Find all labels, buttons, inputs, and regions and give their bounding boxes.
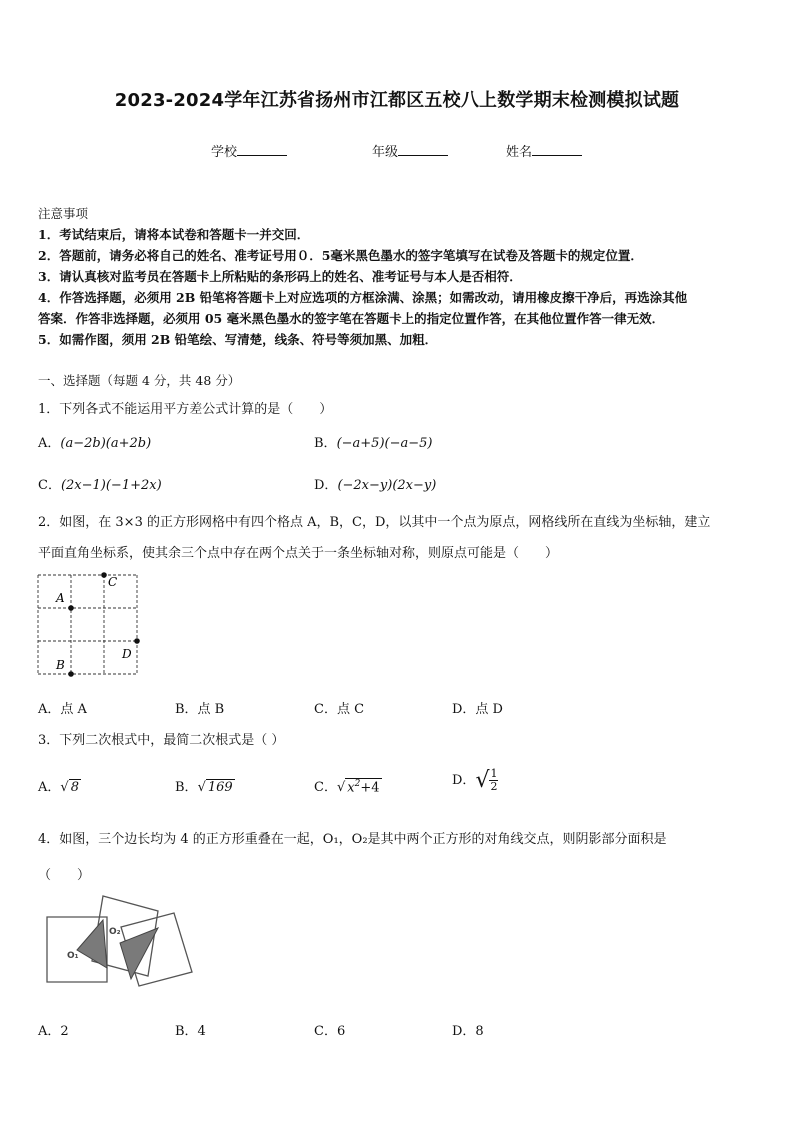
q3-c-rest: +4 (360, 780, 380, 795)
shaded-region-2 (120, 928, 158, 979)
point-d (134, 638, 140, 644)
section-heading: 一、选择题（每题 4 分，共 48 分） (38, 373, 241, 388)
notes-heading: 注意事项 (38, 206, 89, 221)
q3-option-d-label: D． (452, 773, 476, 788)
note-item: 2．答题前，请务必将自己的姓名、准考证号用０．5毫米黑色墨水的签字笔填写在试卷及答题卡的规定位置． (38, 248, 643, 263)
point-c (101, 572, 107, 578)
q3-option-c: C．√ $x^2+4$ (314, 778, 380, 795)
grade-label: 年级 (372, 145, 399, 160)
name-blank (532, 143, 582, 156)
q2-option-d: D．点 D (452, 702, 503, 717)
school-label: 学校 (211, 145, 238, 160)
q1-option-c-expr: (2x−1)(−1+2x) (60, 478, 162, 493)
q3-option-b: B．√ 169 (175, 780, 233, 795)
label-c: C (108, 575, 118, 589)
note-item: 答案．作答非选择题，必须用 05 毫米黑色墨水的签字笔在答题卡上的指定位置作答，在其他位置作答一律无效． (38, 311, 665, 326)
q1-option-b-label: B． (314, 436, 337, 451)
q1-option-b (314, 432, 432, 451)
q1-option-c (38, 474, 162, 493)
q3-option-d: D．√ $\frac{1}{2}$ (452, 767, 498, 793)
q4-option-a: A．2 (38, 1024, 69, 1039)
label-d: D (122, 647, 132, 661)
name-field (506, 141, 582, 160)
q4-option-c: C．6 (314, 1024, 346, 1039)
school-blank (237, 143, 287, 156)
q1-option-a-expr: (a−2b)(a+2b) (60, 436, 152, 451)
q3-option-a: A．√ 8 (38, 780, 79, 795)
q3-option-d-fraction (489, 768, 498, 793)
q3-option-c-radicand (345, 778, 381, 795)
label-a: A (56, 591, 65, 605)
label-o2: O₂ (109, 927, 121, 937)
q1-option-d (314, 474, 436, 493)
label-o1: O₁ (67, 951, 79, 961)
note-item: 3．请认真核对监考员在答题卡上所粘贴的条形码上的姓名、准考证号与本人是否相符． (38, 269, 522, 284)
point-b (68, 671, 74, 677)
q4-squares-figure (40, 888, 200, 1003)
q3-c-exp: 2 (354, 778, 361, 789)
q3-option-a-radicand: 8 (70, 780, 79, 795)
q2-grid-figure (30, 568, 150, 684)
q1-option-b-expr: (−a+5)(−a−5) (336, 436, 433, 451)
q3-option-c-label: C． (314, 780, 337, 795)
q2-stem-line1: 2．如图，在 3×3 的正方形网格中有四个格点 A，B，C，D，以其中一个点为原点，网格线所在直线为坐标轴，建立 (38, 515, 711, 530)
note-item: 5．如需作图，须用 2B 铅笔绘、写清楚，线条、符号等须加黑、加粗． (38, 332, 438, 347)
q2-option-b: B．点 B (175, 702, 225, 717)
name-label: 姓名 (506, 145, 533, 160)
q3-d-numerator: 1 (490, 767, 498, 780)
q1-option-a (38, 432, 151, 451)
q4-stem-line2: （ ） (38, 868, 91, 883)
page-title: 2023-2024学年江苏省扬州市江都区五校八上数学期末检测模拟试题 (114, 90, 680, 111)
q3-option-a-label: A． (38, 780, 61, 795)
note-item: 1．考试结束后，请将本试卷和答题卡一并交回． (38, 227, 310, 242)
q3-option-b-label: B． (175, 780, 198, 795)
q4-option-b: B．4 (175, 1024, 206, 1039)
q1-option-d-label: D． (314, 478, 338, 493)
q2-stem-line2: 平面直角坐标系，使其余三个点中存在两个点关于一条坐标轴对称，则原点可能是（ ） (38, 546, 559, 561)
q3-option-b-radicand: 169 (207, 780, 233, 795)
q2-option-c: C．点 C (314, 702, 365, 717)
note-item: 4．作答选择题，必须用 2B 铅笔将答题卡上对应选项的方框涂满、涂黑；如需改动，请用橡皮擦干净后，再选涂其他 (38, 290, 688, 305)
q2-option-a: A．点 A (38, 702, 87, 717)
grade-blank (398, 143, 448, 156)
point-a (68, 605, 74, 611)
q1-option-a-label: A． (38, 436, 61, 451)
q3-stem: 3．下列二次根式中，最简二次根式是（ ） (38, 733, 285, 748)
label-b: B (56, 658, 65, 672)
q1-stem: 1．下列各式不能运用平方差公式计算的是（ ） (38, 402, 333, 417)
q1-option-d-expr: (−2x−y)(2x−y) (337, 478, 437, 493)
q3-d-denominator: 2 (490, 780, 498, 793)
q1-option-c-label: C． (38, 478, 61, 493)
q4-option-d: D．8 (452, 1024, 484, 1039)
school-field (211, 141, 287, 160)
q3-c-base: x (347, 780, 355, 795)
q4-stem-line1: 4．如图，三个边长均为 4 的正方形重叠在一起，O₁，O₂是其中两个正方形的对角线交点，则阴影部分面积是 (38, 832, 667, 847)
grade-field (372, 141, 448, 160)
